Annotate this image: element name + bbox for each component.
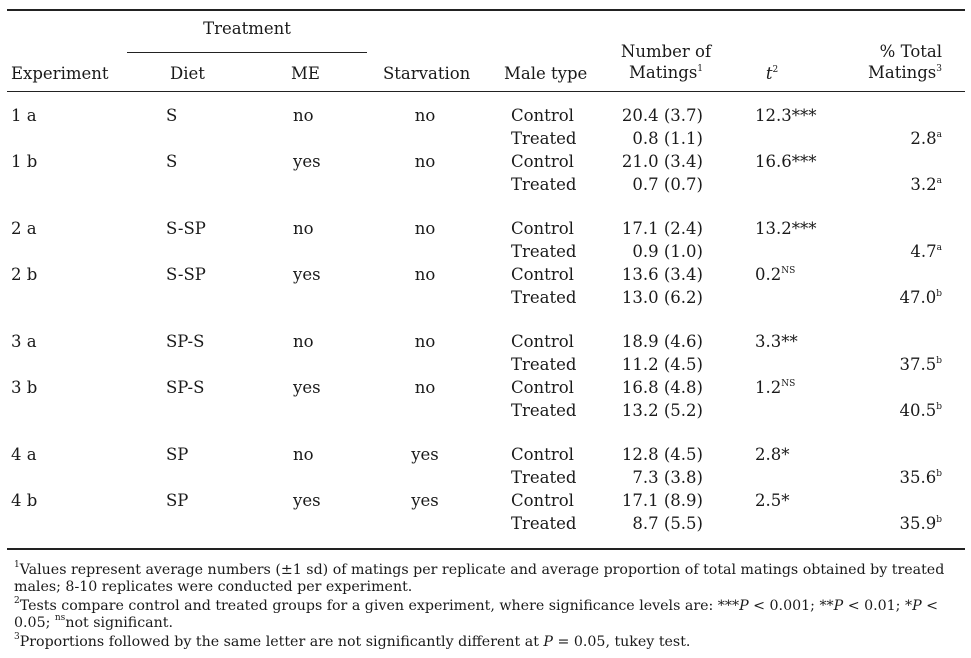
treatment-underline [127, 52, 367, 53]
male-type-control: Control [511, 152, 574, 171]
header-rule [7, 91, 965, 92]
me-cell: no [293, 332, 314, 351]
male-type-control: Control [511, 265, 574, 284]
diet-cell: SP [166, 445, 189, 464]
t-value: 13.2*** [755, 219, 817, 238]
diet-cell: SP-S [166, 378, 205, 397]
diet-cell: S [166, 106, 178, 125]
footnote-3: $^3$Proportions followed by the same letter are not significantly different at P = 0.05, tukey test. [14, 632, 691, 650]
me-cell: no [293, 106, 314, 125]
me-cell: yes [293, 378, 321, 397]
matings-control: 17.1 (2.4) [621, 219, 703, 238]
matings-header-line1: Number of [620, 42, 712, 61]
male-type-treated: Treated [511, 129, 577, 148]
pct-header-line1: % Total [879, 42, 942, 61]
diet-cell: S-SP [166, 265, 206, 284]
matings-treated: 11.2 (4.5) [621, 355, 703, 374]
pct-total-value: 3.2$^a$ [910, 175, 942, 194]
male-type-treated: Treated [511, 401, 577, 420]
t-value: 3.3** [755, 332, 798, 351]
male-type-control: Control [511, 445, 574, 464]
t-value: 16.6*** [755, 152, 817, 171]
experiment-cell: 3 b [11, 378, 38, 397]
male-type-treated: Treated [511, 355, 577, 374]
male-type-control: Control [511, 106, 574, 125]
pct-total-value: 35.9$^b$ [899, 514, 942, 533]
pct-header-line2: Matings$^3$ [867, 63, 942, 82]
matings-treated: 13.0 (6.2) [621, 288, 703, 307]
experiment-cell: 2 b [11, 265, 38, 284]
me-cell: no [293, 445, 314, 464]
t-value: 2.8* [755, 445, 790, 464]
footnote-1-cont: males; 8-10 replicates were conducted per experiment. [14, 579, 413, 595]
starvation-cell: no [414, 219, 436, 238]
diet-cell: SP [166, 491, 189, 510]
bottom-rule [7, 548, 965, 550]
matings-control: 16.8 (4.8) [621, 378, 703, 397]
diet-header: Diet [170, 64, 205, 83]
starvation-cell: no [414, 265, 436, 284]
top-rule [7, 9, 965, 11]
me-cell: yes [293, 265, 321, 284]
male-type-header: Male type [504, 64, 588, 83]
footnote-2-cont: 0.05; $^{ns}$not significant. [14, 613, 173, 631]
male-type-control: Control [511, 491, 574, 510]
starvation-cell: no [414, 332, 436, 351]
matings-treated: 8.7 (5.5) [632, 514, 703, 533]
starvation-cell: no [414, 152, 436, 171]
pct-total-value: 2.8$^a$ [910, 129, 942, 148]
t-value: 12.3*** [755, 106, 817, 125]
matings-control: 13.6 (3.4) [621, 265, 703, 284]
diet-cell: S [166, 152, 178, 171]
experiment-cell: 2 a [11, 219, 37, 238]
experiment-cell: 4 a [11, 445, 37, 464]
matings-control: 17.1 (8.9) [621, 491, 703, 510]
t-header: $t^2$ [765, 64, 779, 83]
starvation-cell: no [414, 378, 436, 397]
matings-header-line2: Matings$^1$ [628, 63, 704, 82]
matings-treated: 7.3 (3.8) [632, 468, 703, 487]
male-type-control: Control [511, 378, 574, 397]
treatment-header: Treatment [203, 19, 291, 38]
diet-cell: SP-S [166, 332, 205, 351]
diet-cell: S-SP [166, 219, 206, 238]
experiment-cell: 1 b [11, 152, 38, 171]
matings-control: 21.0 (3.4) [621, 152, 703, 171]
experiment-header: Experiment [11, 64, 109, 83]
me-cell: yes [293, 152, 321, 171]
footnote-1: $^1$Values represent average numbers (±1 sd) of matings per replicate and average proportion of total matings obtained by treated [14, 560, 945, 578]
t-value: 2.5* [755, 491, 790, 510]
pct-total-value: 37.5$^b$ [899, 355, 942, 374]
pct-total-value: 40.5$^b$ [899, 401, 942, 420]
male-type-treated: Treated [511, 514, 577, 533]
matings-control: 20.4 (3.7) [621, 106, 703, 125]
starvation-header: Starvation [383, 64, 471, 83]
matings-treated: 0.9 (1.0) [632, 242, 703, 261]
me-header: ME [291, 64, 320, 83]
pct-total-value: 47.0$^b$ [899, 288, 942, 307]
pct-total-value: 35.6$^b$ [899, 468, 942, 487]
footnote-2: $^2$Tests compare control and treated groups for a given experiment, where significance levels are: ***P < 0.001; **P < 0.01; *P < [14, 596, 939, 614]
t-value: $0.2^{NS}$ [755, 265, 796, 284]
male-type-control: Control [511, 332, 574, 351]
me-cell: yes [293, 491, 321, 510]
experiment-cell: 4 b [11, 491, 38, 510]
me-cell: no [293, 219, 314, 238]
t-value: $1.2^{NS}$ [755, 378, 796, 397]
matings-control: 12.8 (4.5) [621, 445, 703, 464]
male-type-treated: Treated [511, 175, 577, 194]
male-type-treated: Treated [511, 468, 577, 487]
starvation-cell: yes [411, 445, 439, 464]
pct-total-value: 4.7$^a$ [910, 242, 942, 261]
starvation-cell: no [414, 106, 436, 125]
male-type-treated: Treated [511, 242, 577, 261]
experiment-cell: 3 a [11, 332, 37, 351]
male-type-treated: Treated [511, 288, 577, 307]
matings-treated: 0.8 (1.1) [632, 129, 703, 148]
experiment-cell: 1 a [11, 106, 37, 125]
starvation-cell: yes [411, 491, 439, 510]
male-type-control: Control [511, 219, 574, 238]
matings-control: 18.9 (4.6) [621, 332, 703, 351]
matings-treated: 13.2 (5.2) [621, 401, 703, 420]
matings-treated: 0.7 (0.7) [632, 175, 703, 194]
